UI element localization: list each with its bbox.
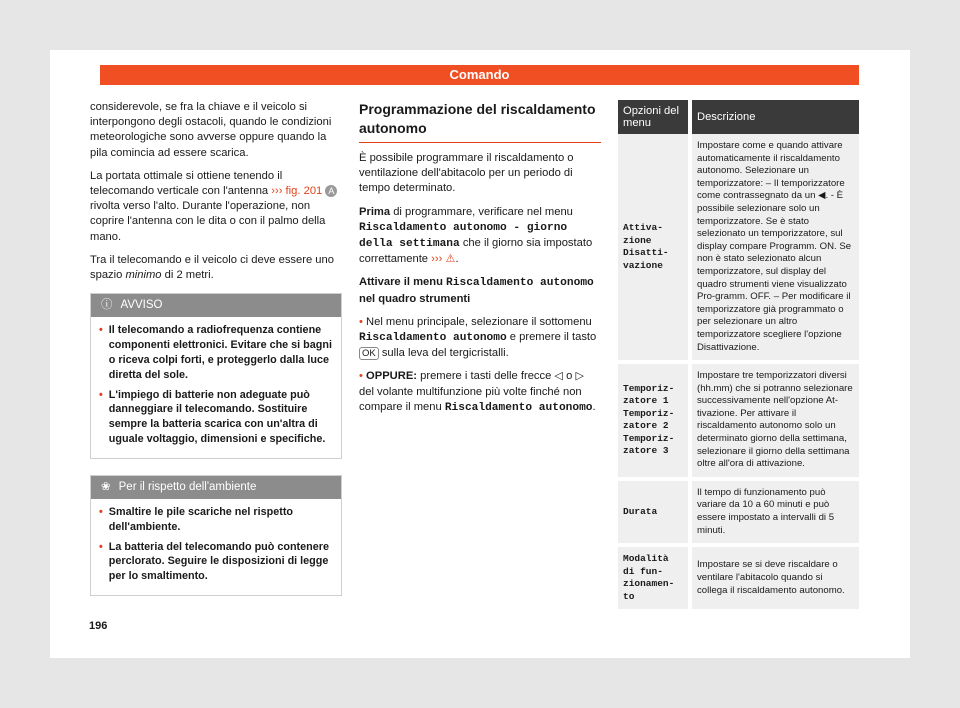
bullet-icon: • [99, 506, 103, 519]
notice-item-text: Il telecomando a radiofrequenza contiene componenti elettronici. Evitare che si bagni o riceva colpi forti, e proteggerlo dalla luce diretta del sole. [108, 324, 332, 381]
step-text-a: premere i tasti delle frecce ◁ o ▷ del volante multifunzione più volte finché non compare il menu [359, 370, 585, 413]
step-item [359, 369, 601, 416]
page-number: 196 [89, 620, 108, 632]
subheading-menu-name: Riscaldamento autonomo [446, 277, 594, 290]
paragraph-3 [90, 253, 342, 283]
notice-item-text: L'impiego di batterie non adeguate può danneggiare il telecomando. Sostituire sempre la batteria scarica con un'altra di uguale voltaggio, dimensioni e specifiche. [108, 388, 326, 446]
intro-paragraph: È possibile programmare il riscaldamento o ventilazione dell'abitacolo per un periodo di tempo determinato. [359, 152, 574, 195]
notice-item [99, 323, 333, 382]
step-bold: OPPURE: [366, 370, 418, 383]
subheading-text-a: Attivare il menu [359, 276, 447, 289]
left-column [90, 100, 342, 596]
option-cell: Temporiz-zatore 1 Temporiz-zatore 2 Temporiz-zatore 3 [618, 362, 690, 479]
prerequisite-text-a: di programmare, verificare nel menu [390, 205, 573, 218]
callout-key-a: A [325, 185, 337, 197]
paragraph-3-text-a: Tra il telecomando e il veicolo ci deve essere uno spazio [90, 253, 334, 282]
table-row [618, 134, 859, 362]
info-icon: ⓘ [101, 299, 113, 312]
table-header-row [618, 100, 859, 134]
environment-item [99, 540, 333, 584]
leaf-icon: ❀ [101, 480, 111, 493]
environment-item-text: La batteria del telecomando può contenere perclorato. Seguire le disposizioni di legge per lo smaltimento. [108, 540, 329, 583]
step-text-b: e premere il tasto [506, 331, 597, 344]
notice-header [91, 294, 341, 317]
middle-column [359, 100, 601, 424]
reference-arrow: ››› [271, 185, 283, 198]
step-menu-name: Riscaldamento autonomo [359, 332, 507, 345]
option-cell: Modalità di fun-zionamen-to [618, 545, 690, 611]
notice-box [90, 293, 342, 459]
step-item [359, 315, 601, 362]
description-cell: Impostare se si deve riscaldare o ventilare l'abitacolo quando si collega il riscaldamento autonomo. [690, 545, 859, 611]
bullet-icon: • [359, 370, 363, 383]
environment-item-text: Smaltire le pile scariche nel rispetto dell'ambiente. [108, 506, 294, 533]
step-text-c: sulla leva del tergicristalli. [378, 347, 509, 360]
bullet-icon: • [99, 540, 103, 553]
subheading [359, 275, 601, 306]
paragraph-1: considerevole, se fra la chiave e il veicolo si interpongono degli ostacoli, quando le condizioni meteorologiche sono avverse oppure quando la pila comincia ad essere scarica. [90, 101, 332, 159]
bullet-icon: • [99, 324, 103, 337]
section-heading: Programmazione del riscaldamento autonomo [359, 100, 601, 143]
description-cell: Il tempo di funzionamento può variare da 10 a 60 minuti e può essere impostato a intervalli di 5 minuti. [690, 479, 859, 545]
environment-title: Per il rispetto dell'ambiente [118, 480, 257, 493]
reference-arrow: ››› [431, 253, 443, 266]
environment-item [99, 505, 333, 535]
option-cell: Durata [618, 479, 690, 545]
prerequisite-bold: Prima [359, 205, 391, 218]
column-header-options: Opzioni del menu [618, 100, 690, 134]
bullet-icon: • [359, 315, 363, 328]
prerequisite-paragraph [359, 205, 601, 268]
notice-item [99, 388, 333, 447]
step-text-a: Nel menu principale, selezionare il sottomenu [366, 315, 592, 328]
prerequisite-text-c: . [455, 253, 459, 266]
table-row [618, 545, 859, 611]
warning-icon[interactable]: ⚠ [445, 253, 456, 266]
paragraph-2 [90, 169, 342, 245]
description-cell: Impostare come e quando attivare automaticamente il riscaldamento autonomo. Selezionare un temporizzatore: – Il temporizzatore come contrassegnato da un ◀. - È possibile selezionare solo un temporizzatore. Se è stato selezionato un temporizzatore, sul display compare Programm. ON. Se non è stato selezionato alcun temporizzatore, sul display del quadro strumenti viene visualizzato Pro-gramm. OFF. – Per modificare il temporizzatore già programmato o per selezionare un altro temporizzatore scegliere l'opzione Disattivazione. [690, 134, 859, 362]
notice-body [91, 317, 341, 457]
subheading-text-b: nel quadro strumenti [359, 292, 471, 305]
ok-key-icon: OK [359, 347, 379, 360]
step-menu-name: Riscaldamento autonomo [444, 401, 593, 414]
bullet-icon: • [99, 388, 103, 401]
table-row [618, 362, 859, 479]
description-cell: Impostare tre temporizzatori diversi (hh.mm) che si potranno selezionare successivamente nell'opzione At-tivazione. Per attivare il riscaldamento autonomo solo un determinato giorno della settimana, selezionare il giorno della settimana oltre all'ora di attivazione. [690, 362, 859, 479]
menu-options-table [618, 100, 859, 613]
environment-box [90, 475, 342, 596]
paragraph-3-emphasis: minimo [125, 269, 162, 282]
option-cell: Attiva-zione Disatti-vazione [618, 134, 690, 362]
page-header: Comando [100, 65, 859, 85]
column-header-description: Descrizione [690, 100, 859, 134]
paragraph-2-text-b: rivolta verso l'alto. Durante l'operazione, non coprire l'antenna con le dita o con il palmo della mano. [90, 200, 326, 243]
environment-body [91, 499, 341, 595]
notice-title: AVVISO [120, 299, 163, 312]
paragraph-3-text-b: di 2 metri. [161, 269, 214, 282]
figure-reference-link[interactable]: fig. 201 [282, 185, 323, 198]
prerequisite-text-b: che il giorno sia impostato correttamente [359, 237, 593, 266]
environment-header [91, 476, 341, 499]
paragraph-2-text-a: La portata ottimale si ottiene tenendo il telecomando verticale con l'antenna [90, 169, 283, 198]
table-row [618, 479, 859, 545]
step-text-b: . [592, 400, 596, 413]
menu-name: Riscaldamento autonomo - giorno della settimana [359, 221, 568, 251]
